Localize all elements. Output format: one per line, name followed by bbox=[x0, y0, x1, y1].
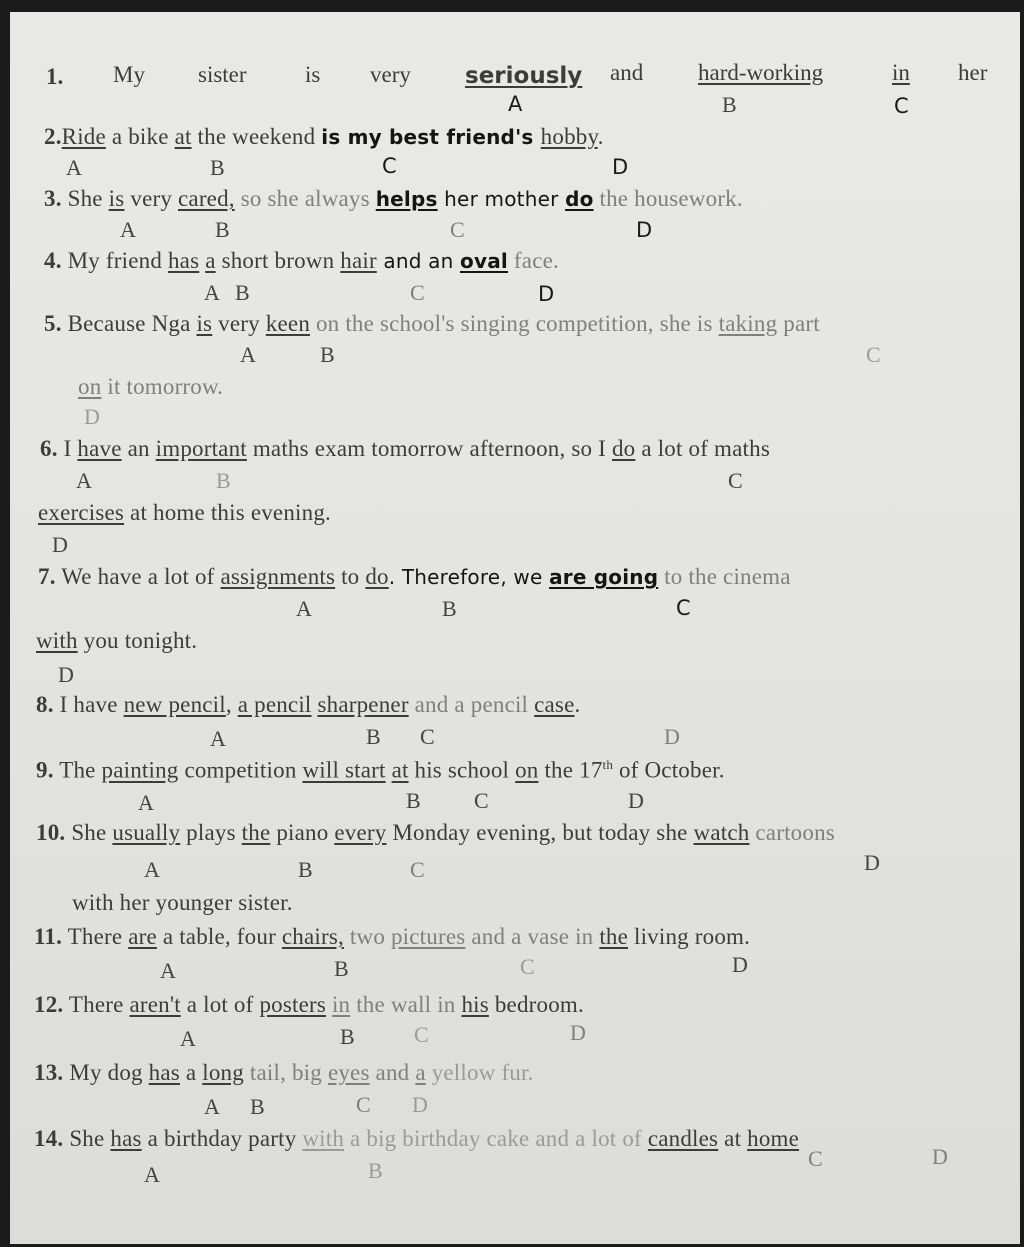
q1-word-underlined: hard-working bbox=[698, 60, 824, 85]
q1-word-underlined: in bbox=[892, 60, 910, 85]
q1-label-a: A bbox=[508, 92, 523, 116]
q10-label-d: D bbox=[864, 850, 880, 875]
q13-label-a: A bbox=[204, 1094, 220, 1119]
q14-label-a: A bbox=[144, 1162, 160, 1187]
q13-label-d: D bbox=[412, 1092, 428, 1117]
q2-label-b: B bbox=[210, 155, 225, 180]
q8-label-d: D bbox=[664, 724, 680, 749]
q6-label-b: B bbox=[216, 468, 231, 493]
q7-label-b: B bbox=[442, 596, 457, 621]
q3-label-c: C bbox=[450, 217, 465, 242]
q6-sentence: 6. I have an important maths exam tomorrow afternoon, so I do a lot of maths bbox=[40, 436, 770, 461]
q9-label-a: A bbox=[138, 790, 154, 815]
q9-label-d: D bbox=[628, 788, 644, 813]
q3-label-b: B bbox=[215, 217, 230, 242]
q6-label-a: A bbox=[76, 468, 92, 493]
q14-label-c: C bbox=[808, 1146, 823, 1171]
q10-sentence: 10. She usually plays the piano every Monday evening, but today she watch cartoons bbox=[36, 820, 835, 845]
q2-label-a: A bbox=[66, 155, 82, 180]
q1-number: 1. bbox=[46, 64, 64, 89]
q14-sentence: 14. She has a birthday party with a big birthday cake and a lot of candles at home bbox=[34, 1126, 800, 1151]
q4-label-d: D bbox=[538, 282, 555, 306]
q1-label-b: B bbox=[722, 92, 737, 117]
q1-word: and bbox=[610, 60, 644, 85]
q5-label-a: A bbox=[240, 342, 256, 367]
q8-label-b: B bbox=[366, 724, 381, 749]
q11-sentence: 11. There are a table, four chairs, two pictures and a vase in the living room. bbox=[34, 924, 751, 949]
q11-label-b: B bbox=[334, 956, 349, 981]
q7-continuation: with you tonight. bbox=[36, 628, 198, 653]
q1-word: is bbox=[305, 62, 321, 87]
q7-label-d: D bbox=[58, 662, 74, 687]
q8-label-a: A bbox=[210, 726, 226, 751]
q8-sentence: 8. I have new pencil, a pencil sharpener and a pencil case. bbox=[36, 692, 581, 717]
q5-sentence: 5. Because Nga is very keen on the school's singing competition, she is taking part bbox=[44, 311, 820, 336]
q3-sentence: 3. She is very cared, so she always helps her mother do the housework. bbox=[44, 186, 743, 211]
q12-label-b: B bbox=[340, 1024, 355, 1049]
q5-label-c: C bbox=[866, 342, 881, 367]
q9-label-c: C bbox=[474, 788, 489, 813]
q8-label-c: C bbox=[420, 724, 435, 749]
q12-sentence: 12. There aren't a lot of posters in the wall in his bedroom. bbox=[34, 992, 584, 1017]
q2-label-d: D bbox=[612, 155, 629, 179]
q10-continuation: with her younger sister. bbox=[72, 890, 293, 915]
q1-word: My bbox=[113, 62, 145, 87]
q7-sentence: 7. We have a lot of assignments to do. Therefore, we are going to the cinema bbox=[38, 564, 791, 589]
q4-label-b: B bbox=[235, 280, 250, 305]
q9-label-b: B bbox=[406, 788, 421, 813]
q13-sentence: 13. My dog has a long tail, big eyes and a yellow fur. bbox=[34, 1060, 534, 1085]
q5-label-b: B bbox=[320, 342, 335, 367]
q11-label-a: A bbox=[160, 958, 176, 983]
q2-sentence: 2.Ride a bike at the weekend is my best friend's hobby. bbox=[44, 124, 604, 149]
q1-word: sister bbox=[198, 62, 247, 87]
q2-label-c: C bbox=[382, 154, 397, 178]
q12-label-c: C bbox=[414, 1022, 429, 1047]
q12-label-d: D bbox=[570, 1020, 586, 1045]
q1-word: her bbox=[958, 60, 988, 85]
q10-label-b: B bbox=[298, 857, 313, 882]
q14-label-d: D bbox=[932, 1144, 948, 1169]
q13-label-b: B bbox=[250, 1094, 265, 1119]
q5-continuation: on it tomorrow. bbox=[78, 374, 224, 399]
q1-label-c: C bbox=[894, 94, 909, 118]
q13-label-c: C bbox=[356, 1092, 371, 1117]
q14-label-b: B bbox=[368, 1158, 383, 1183]
q9-sentence: 9. The painting competition will start at his school on the 17th of October. bbox=[36, 757, 725, 783]
q11-label-d: D bbox=[732, 952, 748, 977]
q4-label-a: A bbox=[204, 280, 220, 305]
q10-label-c: C bbox=[410, 857, 425, 882]
q6-label-c: C bbox=[728, 468, 743, 493]
q11-label-c: C bbox=[520, 954, 535, 979]
q1-word-underlined: seriously bbox=[465, 63, 583, 89]
q7-label-c: C bbox=[676, 596, 691, 620]
q1-word: very bbox=[370, 62, 411, 87]
q4-label-c: C bbox=[410, 280, 425, 305]
q3-label-d: D bbox=[636, 218, 653, 242]
q10-label-a: A bbox=[144, 857, 160, 882]
q7-label-a: A bbox=[296, 596, 312, 621]
q6-label-d: D bbox=[52, 532, 68, 557]
q4-sentence: 4. My friend has a short brown hair and an oval face. bbox=[44, 248, 559, 273]
q12-label-a: A bbox=[180, 1026, 196, 1051]
q6-continuation: exercises at home this evening. bbox=[38, 500, 331, 525]
worksheet bbox=[10, 12, 1020, 1244]
q3-label-a: A bbox=[120, 217, 136, 242]
q5-label-d: D bbox=[84, 404, 100, 429]
